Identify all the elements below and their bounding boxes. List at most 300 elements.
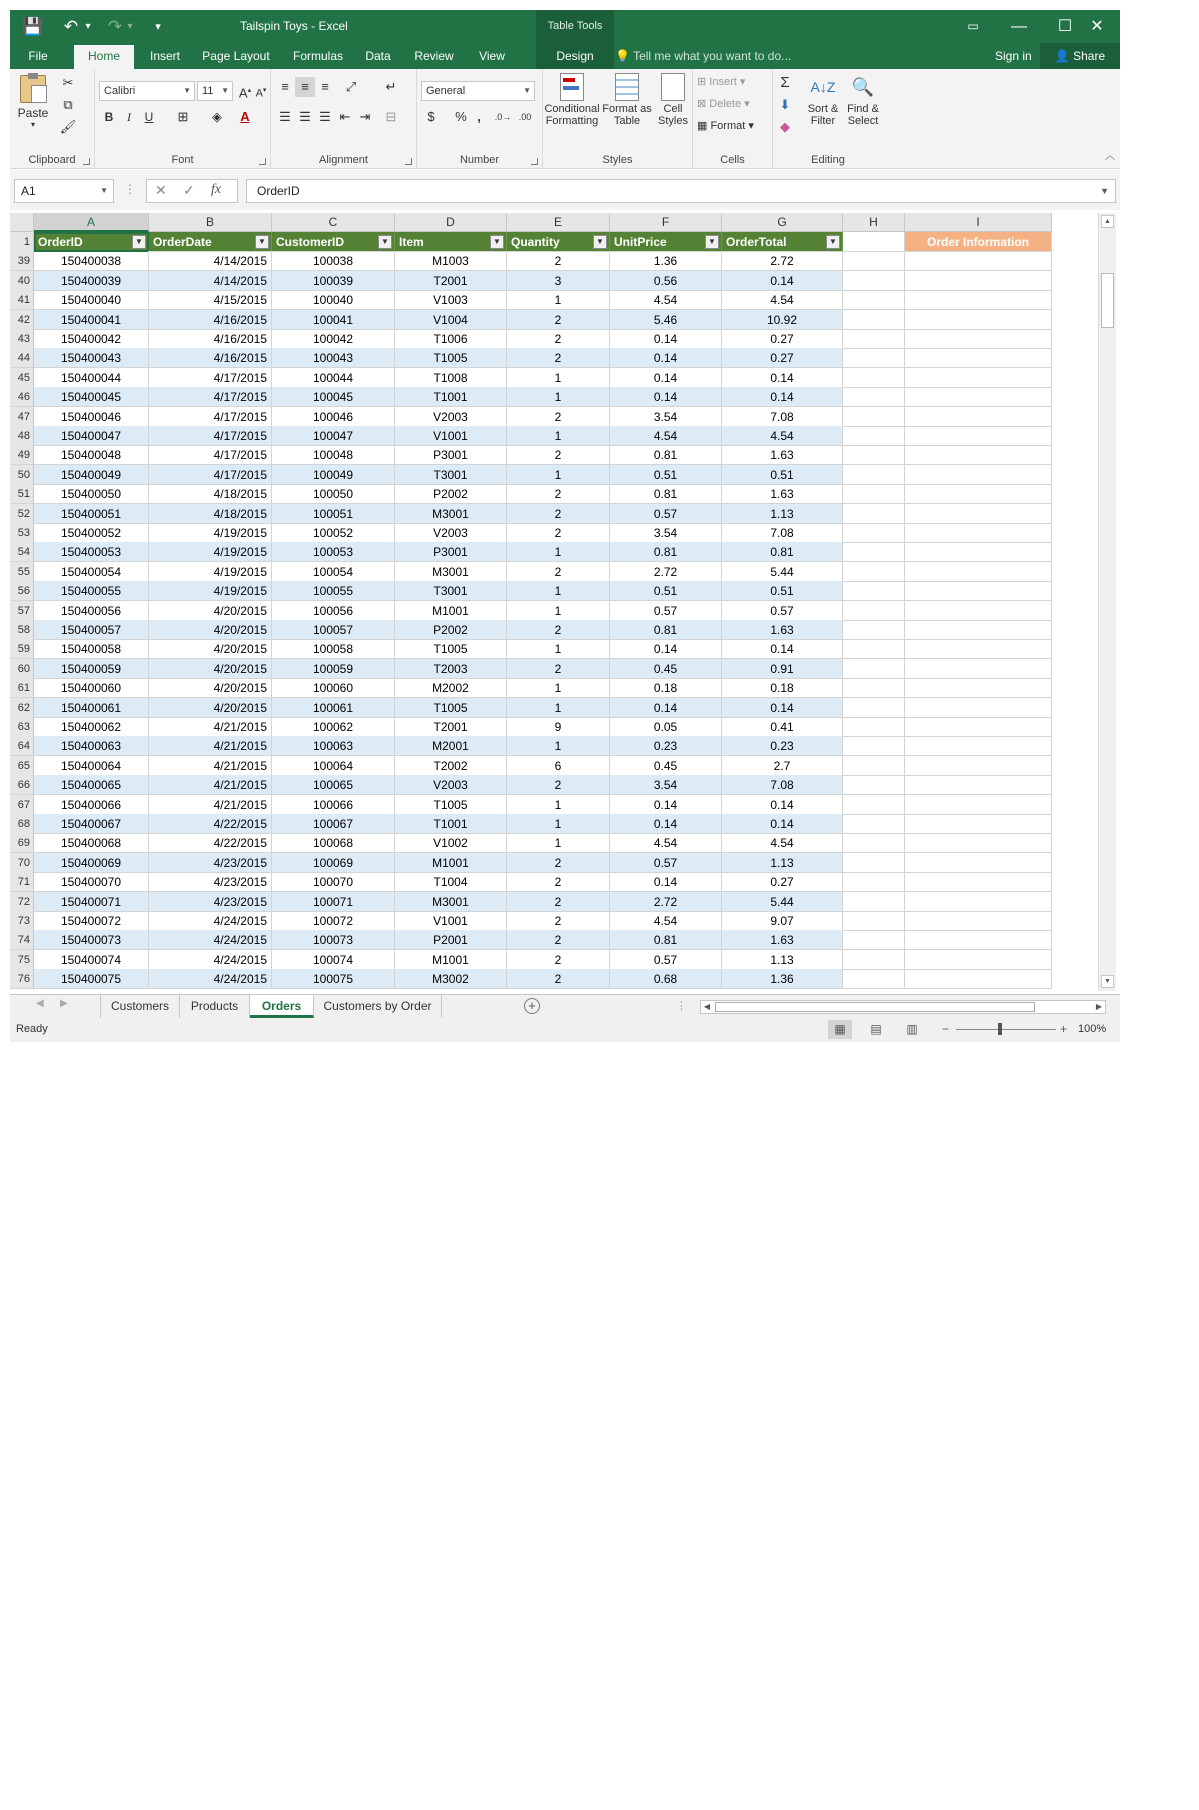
row-header[interactable]: 60 (10, 659, 34, 679)
cell-customerid[interactable]: 100075 (272, 969, 395, 989)
tab-page-layout[interactable]: Page Layout (202, 49, 270, 63)
cell-ordertotal[interactable]: 0.51 (722, 465, 843, 485)
column-header-c[interactable]: C (272, 213, 395, 232)
cell-item[interactable]: T3001 (395, 581, 507, 601)
cell-unitprice[interactable]: 0.23 (610, 736, 722, 756)
decrease-indent-icon[interactable]: ⇤ (339, 109, 351, 124)
cell-h[interactable] (843, 368, 905, 388)
cell-orderid[interactable]: 150400053 (34, 542, 149, 562)
cell-unitprice[interactable]: 0.14 (610, 698, 722, 718)
cell-quantity[interactable]: 2 (507, 775, 610, 795)
cell-orderid[interactable]: 150400056 (34, 601, 149, 621)
cell-item[interactable]: P2001 (395, 930, 507, 950)
autosum-icon[interactable]: Σ (780, 74, 790, 91)
cell-customerid[interactable]: 100062 (272, 717, 395, 737)
cell-orderdate[interactable]: 4/23/2015 (149, 853, 272, 873)
find-select-button[interactable] (843, 73, 883, 127)
row-header[interactable]: 59 (10, 639, 34, 659)
cell-h[interactable] (843, 756, 905, 776)
tab-insert[interactable]: Insert (149, 49, 180, 63)
cell-unitprice[interactable]: 0.14 (610, 387, 722, 407)
save-icon[interactable]: 💾 (22, 16, 44, 36)
cell-styles-button[interactable] (653, 73, 693, 127)
share-button[interactable] (1040, 43, 1120, 69)
cell-ordertotal[interactable]: 0.81 (722, 542, 843, 562)
cell-ordertotal[interactable]: 0.14 (722, 639, 843, 659)
cell-customerid[interactable]: 100069 (272, 853, 395, 873)
cell-item[interactable]: V2003 (395, 775, 507, 795)
cell-orderdate[interactable]: 4/18/2015 (149, 504, 272, 524)
cell-item[interactable]: M3002 (395, 969, 507, 989)
cell-orderid[interactable]: 150400044 (34, 368, 149, 388)
bottom-align-icon[interactable]: ≡ (321, 79, 329, 94)
cell-ordertotal[interactable]: 7.08 (722, 775, 843, 795)
cell-customerid[interactable]: 100074 (272, 950, 395, 970)
cell-quantity[interactable]: 2 (507, 969, 610, 989)
cell-customerid[interactable]: 100064 (272, 756, 395, 776)
cell-unitprice[interactable]: 2.72 (610, 562, 722, 582)
cell-orderdate[interactable]: 4/16/2015 (149, 310, 272, 330)
cell-item[interactable]: V1002 (395, 833, 507, 853)
cell-customerid[interactable]: 100045 (272, 387, 395, 407)
sort-filter-button[interactable] (803, 73, 843, 127)
cell-item[interactable]: V1004 (395, 310, 507, 330)
cell-item[interactable]: T1006 (395, 329, 507, 349)
cell-orderdate[interactable]: 4/14/2015 (149, 251, 272, 271)
cell-orderid[interactable]: 150400071 (34, 892, 149, 912)
cell-customerid[interactable]: 100050 (272, 484, 395, 504)
cell-ordertotal[interactable]: 0.14 (722, 368, 843, 388)
vertical-scrollbar[interactable] (1098, 213, 1116, 991)
cell-orderid[interactable]: 150400048 (34, 445, 149, 465)
row-header[interactable]: 48 (10, 426, 34, 446)
cell-unitprice[interactable]: 2.72 (610, 892, 722, 912)
cell-orderdate[interactable]: 4/23/2015 (149, 892, 272, 912)
cell-item[interactable]: T1005 (395, 639, 507, 659)
cell-customerid[interactable]: 100048 (272, 445, 395, 465)
cell-i[interactable] (905, 950, 1052, 970)
row-header[interactable]: 57 (10, 601, 34, 621)
cell-orderid[interactable]: 150400075 (34, 969, 149, 989)
cell-ordertotal[interactable]: 4.54 (722, 426, 843, 446)
filter-dropdown-icon[interactable]: ▼ (593, 235, 607, 249)
column-header-e[interactable]: E (507, 213, 610, 232)
cell-i[interactable] (905, 698, 1052, 718)
cell-quantity[interactable]: 1 (507, 678, 610, 698)
cell-item[interactable]: T2001 (395, 717, 507, 737)
row-header[interactable]: 58 (10, 620, 34, 640)
filter-dropdown-icon[interactable]: ▼ (826, 235, 840, 249)
cell-customerid[interactable]: 100066 (272, 795, 395, 815)
cell-customerid[interactable]: 100047 (272, 426, 395, 446)
row-header[interactable]: 64 (10, 736, 34, 756)
cell-unitprice[interactable]: 0.14 (610, 814, 722, 834)
cell-item[interactable]: V2003 (395, 407, 507, 427)
cell-item[interactable]: M1001 (395, 853, 507, 873)
cell-ordertotal[interactable]: 4.54 (722, 290, 843, 310)
cell-orderid[interactable]: 150400055 (34, 581, 149, 601)
header-cell-customerid[interactable] (272, 232, 395, 252)
cell-item[interactable]: T2002 (395, 756, 507, 776)
cell-customerid[interactable]: 100044 (272, 368, 395, 388)
tab-file[interactable]: File (28, 49, 48, 63)
header-cell-item[interactable] (395, 232, 507, 252)
cell-i[interactable] (905, 717, 1052, 737)
cell-h[interactable] (843, 348, 905, 368)
cell-customerid[interactable]: 100040 (272, 290, 395, 310)
cell-customerid[interactable]: 100071 (272, 892, 395, 912)
cell-customerid[interactable]: 100043 (272, 348, 395, 368)
cell-orderid[interactable]: 150400052 (34, 523, 149, 543)
cell-orderdate[interactable]: 4/24/2015 (149, 930, 272, 950)
cell-i[interactable] (905, 290, 1052, 310)
cell-quantity[interactable]: 2 (507, 892, 610, 912)
middle-align-icon[interactable]: ≡ (295, 77, 315, 97)
maximize-icon[interactable]: ☐ (1057, 18, 1073, 35)
next-sheet-icon[interactable]: ▶ (60, 998, 68, 1009)
column-header-g[interactable]: G (722, 213, 843, 232)
cell-h[interactable] (843, 407, 905, 427)
cell-ordertotal[interactable]: 0.27 (722, 872, 843, 892)
cell-unitprice[interactable]: 0.05 (610, 717, 722, 737)
order-information-cell[interactable]: Order Information (905, 232, 1052, 252)
sheet-tab-orders[interactable]: Orders (250, 995, 314, 1018)
cell-orderdate[interactable]: 4/23/2015 (149, 872, 272, 892)
cell-customerid[interactable]: 100049 (272, 465, 395, 485)
copy-icon[interactable]: ⧉ (63, 97, 73, 112)
cell-quantity[interactable]: 1 (507, 736, 610, 756)
cell-orderid[interactable]: 150400060 (34, 678, 149, 698)
cell-h[interactable] (843, 678, 905, 698)
cell-quantity[interactable]: 1 (507, 601, 610, 621)
cell-orderdate[interactable]: 4/21/2015 (149, 736, 272, 756)
cell-unitprice[interactable]: 0.57 (610, 853, 722, 873)
comma-button[interactable]: , (477, 109, 481, 124)
cell-orderdate[interactable]: 4/22/2015 (149, 814, 272, 834)
cell-item[interactable]: T1005 (395, 348, 507, 368)
cell-orderid[interactable]: 150400073 (34, 930, 149, 950)
cell-quantity[interactable]: 2 (507, 950, 610, 970)
cell-h[interactable] (843, 562, 905, 582)
cell-quantity[interactable]: 9 (507, 717, 610, 737)
cell-ordertotal[interactable]: 2.72 (722, 251, 843, 271)
redo-icon[interactable]: ↷ (107, 16, 123, 36)
cell-ordertotal[interactable]: 1.36 (722, 969, 843, 989)
cell-orderid[interactable]: 150400067 (34, 814, 149, 834)
horizontal-scrollbar[interactable] (700, 1000, 1106, 1014)
cell-orderid[interactable]: 150400059 (34, 659, 149, 679)
cell-orderid[interactable]: 150400045 (34, 387, 149, 407)
cell-i[interactable] (905, 620, 1052, 640)
cell-orderid[interactable]: 150400050 (34, 484, 149, 504)
row-header[interactable]: 46 (10, 387, 34, 407)
cell-quantity[interactable]: 2 (507, 562, 610, 582)
row-header[interactable]: 56 (10, 581, 34, 601)
cell-h[interactable] (843, 930, 905, 950)
cell-unitprice[interactable]: 0.14 (610, 795, 722, 815)
cell-ordertotal[interactable]: 2.7 (722, 756, 843, 776)
cell-quantity[interactable]: 1 (507, 426, 610, 446)
cell-customerid[interactable]: 100057 (272, 620, 395, 640)
cell-orderid[interactable]: 150400041 (34, 310, 149, 330)
font-name-dropdown[interactable]: Calibri ▼ (99, 81, 195, 101)
cell-customerid[interactable]: 100059 (272, 659, 395, 679)
cell-h[interactable] (843, 620, 905, 640)
paste-button[interactable]: Paste ▾ (16, 75, 50, 129)
cell-ordertotal[interactable]: 7.08 (722, 407, 843, 427)
cell-customerid[interactable]: 100051 (272, 504, 395, 524)
cell-ordertotal[interactable]: 0.23 (722, 736, 843, 756)
cell-quantity[interactable]: 1 (507, 542, 610, 562)
row-header[interactable]: 41 (10, 290, 34, 310)
filter-dropdown-icon[interactable]: ▼ (255, 235, 269, 249)
cell-orderid[interactable]: 150400062 (34, 717, 149, 737)
cell-orderid[interactable]: 150400038 (34, 251, 149, 271)
cell-unitprice[interactable]: 3.54 (610, 523, 722, 543)
cell-item[interactable]: V1001 (395, 911, 507, 931)
row-header[interactable]: 39 (10, 251, 34, 271)
cell-orderid[interactable]: 150400065 (34, 775, 149, 795)
row-header[interactable]: 53 (10, 523, 34, 543)
cell-i[interactable] (905, 426, 1052, 446)
row-header[interactable]: 55 (10, 562, 34, 582)
cell-item[interactable]: T1008 (395, 368, 507, 388)
cell-i[interactable] (905, 329, 1052, 349)
tab-data[interactable]: Data (365, 49, 391, 63)
cell-i[interactable] (905, 562, 1052, 582)
cell-unitprice[interactable]: 5.46 (610, 310, 722, 330)
cell-quantity[interactable]: 2 (507, 504, 610, 524)
row-header[interactable]: 75 (10, 950, 34, 970)
tab-formulas[interactable]: Formulas (292, 49, 343, 63)
cell-h[interactable] (843, 853, 905, 873)
cell-ordertotal[interactable]: 1.13 (722, 950, 843, 970)
cell-orderid[interactable]: 150400061 (34, 698, 149, 718)
cell-customerid[interactable]: 100041 (272, 310, 395, 330)
cell-i[interactable] (905, 911, 1052, 931)
cell-orderdate[interactable]: 4/14/2015 (149, 271, 272, 291)
cell-item[interactable]: T1005 (395, 795, 507, 815)
cell-orderid[interactable]: 150400043 (34, 348, 149, 368)
cell-item[interactable]: T3001 (395, 465, 507, 485)
tell-me-search[interactable] (615, 43, 791, 69)
cell-unitprice[interactable]: 0.14 (610, 639, 722, 659)
zoom-slider[interactable] (956, 1029, 1056, 1030)
cell-ordertotal[interactable]: 1.13 (722, 853, 843, 873)
undo-icon[interactable]: ↶ (63, 16, 79, 36)
cell-h[interactable] (843, 329, 905, 349)
cell-ordertotal[interactable]: 0.14 (722, 814, 843, 834)
zoom-level[interactable]: 100% (1078, 1023, 1107, 1035)
cell-customerid[interactable]: 100065 (272, 775, 395, 795)
row-header[interactable]: 63 (10, 717, 34, 737)
cell-i[interactable] (905, 271, 1052, 291)
cell-ordertotal[interactable]: 0.27 (722, 348, 843, 368)
cell-orderdate[interactable]: 4/17/2015 (149, 407, 272, 427)
insert-cells-button[interactable]: ⊞ Insert ▾ (697, 76, 746, 88)
cell-ordertotal[interactable]: 0.51 (722, 581, 843, 601)
row-header[interactable]: 45 (10, 368, 34, 388)
cell-quantity[interactable]: 1 (507, 795, 610, 815)
cell-h[interactable] (843, 271, 905, 291)
cell-i[interactable] (905, 601, 1052, 621)
currency-button[interactable]: $ (427, 109, 435, 124)
cell-orderdate[interactable]: 4/21/2015 (149, 775, 272, 795)
font-size-dropdown[interactable]: 11 ▼ (197, 81, 233, 101)
vertical-scroll-thumb[interactable] (1101, 273, 1114, 328)
row-header[interactable]: 74 (10, 930, 34, 950)
cell-ordertotal[interactable]: 0.14 (722, 271, 843, 291)
column-header-b[interactable]: B (149, 213, 272, 232)
cell-ordertotal[interactable]: 9.07 (722, 911, 843, 931)
cell-orderdate[interactable]: 4/21/2015 (149, 717, 272, 737)
cell-unitprice[interactable]: 0.45 (610, 659, 722, 679)
cell-item[interactable]: P3001 (395, 542, 507, 562)
cell-orderdate[interactable]: 4/17/2015 (149, 465, 272, 485)
cell-orderid[interactable]: 150400042 (34, 329, 149, 349)
cell-i[interactable] (905, 368, 1052, 388)
number-format-dropdown[interactable]: General ▼ (421, 81, 535, 101)
add-sheet-icon[interactable]: + (524, 998, 540, 1014)
cell-item[interactable]: M1001 (395, 601, 507, 621)
cell-i[interactable] (905, 775, 1052, 795)
cell-i[interactable] (905, 756, 1052, 776)
orientation-icon[interactable]: ⤢ (345, 79, 357, 94)
cell-quantity[interactable]: 1 (507, 387, 610, 407)
align-right-icon[interactable]: ☰ (319, 109, 331, 124)
cell-orderdate[interactable]: 4/17/2015 (149, 426, 272, 446)
cell-quantity[interactable]: 2 (507, 930, 610, 950)
cell-item[interactable]: T1004 (395, 872, 507, 892)
clipboard-launcher-icon[interactable] (83, 158, 90, 165)
cell-quantity[interactable]: 2 (507, 659, 610, 679)
worksheet-grid[interactable] (10, 213, 1120, 991)
cell-i[interactable] (905, 542, 1052, 562)
clear-icon[interactable]: ◆ (780, 119, 790, 134)
tab-review[interactable]: Review (414, 49, 454, 63)
cell-customerid[interactable]: 100072 (272, 911, 395, 931)
align-center-icon[interactable]: ☰ (299, 109, 311, 124)
cell-h[interactable] (843, 775, 905, 795)
cell-i[interactable] (905, 310, 1052, 330)
cell-h[interactable] (843, 445, 905, 465)
cell-ordertotal[interactable]: 5.44 (722, 892, 843, 912)
cell-h[interactable] (843, 717, 905, 737)
cell-unitprice[interactable]: 3.54 (610, 775, 722, 795)
cell-item[interactable]: T1001 (395, 387, 507, 407)
horizontal-scroll-thumb[interactable] (715, 1002, 1035, 1012)
cell-orderdate[interactable]: 4/20/2015 (149, 620, 272, 640)
fill-color-icon[interactable]: ◈ (212, 109, 222, 124)
cell-unitprice[interactable]: 1.36 (610, 251, 722, 271)
cell-orderid[interactable]: 150400040 (34, 290, 149, 310)
cell-i[interactable] (905, 833, 1052, 853)
cell-h[interactable] (843, 659, 905, 679)
cell-ordertotal[interactable]: 0.27 (722, 329, 843, 349)
delete-cells-button[interactable]: ⊠ Delete ▾ (697, 98, 750, 110)
cell-orderid[interactable]: 150400063 (34, 736, 149, 756)
cell-h[interactable] (843, 601, 905, 621)
cell-quantity[interactable]: 1 (507, 581, 610, 601)
cell-orderdate[interactable]: 4/20/2015 (149, 601, 272, 621)
row-header[interactable]: 43 (10, 329, 34, 349)
cell-i[interactable] (905, 795, 1052, 815)
sheet-tab-customers-by-order[interactable]: Customers by Order (314, 995, 442, 1018)
column-header-a[interactable]: A (34, 213, 149, 232)
cell-item[interactable]: T1001 (395, 814, 507, 834)
cell-quantity[interactable]: 1 (507, 698, 610, 718)
column-header-h[interactable]: H (843, 213, 905, 232)
cell-customerid[interactable]: 100039 (272, 271, 395, 291)
cell-item[interactable]: T2001 (395, 271, 507, 291)
cell-i[interactable] (905, 581, 1052, 601)
row-header[interactable]: 61 (10, 678, 34, 698)
cell-h[interactable] (843, 484, 905, 504)
cell-i[interactable] (905, 251, 1052, 271)
row-header[interactable]: 62 (10, 698, 34, 718)
cell-unitprice[interactable]: 0.14 (610, 329, 722, 349)
cell-orderid[interactable]: 150400046 (34, 407, 149, 427)
cell-ordertotal[interactable]: 0.14 (722, 795, 843, 815)
row-header[interactable]: 68 (10, 814, 34, 834)
header-cell-orderid[interactable] (34, 232, 149, 252)
align-left-icon[interactable]: ☰ (279, 109, 291, 124)
cell-orderdate[interactable]: 4/20/2015 (149, 698, 272, 718)
filter-dropdown-icon[interactable]: ▼ (132, 235, 146, 249)
row-header[interactable]: 44 (10, 348, 34, 368)
cell-i[interactable] (905, 639, 1052, 659)
cell-customerid[interactable]: 100056 (272, 601, 395, 621)
formula-input[interactable]: OrderID ▼ (246, 179, 1116, 203)
cell-i[interactable] (905, 892, 1052, 912)
column-header-i[interactable]: I (905, 213, 1052, 232)
minimize-icon[interactable]: — (1011, 18, 1027, 35)
cell-item[interactable]: P2002 (395, 484, 507, 504)
cell-unitprice[interactable]: 0.14 (610, 348, 722, 368)
cell-unitprice[interactable]: 0.51 (610, 581, 722, 601)
sign-in-link[interactable]: Sign in (995, 49, 1032, 63)
format-painter-icon[interactable]: 🖌 (59, 119, 77, 134)
cell-orderid[interactable]: 150400068 (34, 833, 149, 853)
cell-orderid[interactable]: 150400051 (34, 504, 149, 524)
cut-icon[interactable]: ✂ (62, 75, 74, 90)
wrap-text-icon[interactable]: ↵ (385, 79, 397, 94)
cell-item[interactable]: V2003 (395, 523, 507, 543)
cell-item[interactable]: M1001 (395, 950, 507, 970)
cell-customerid[interactable]: 100055 (272, 581, 395, 601)
cell-ordertotal[interactable]: 0.18 (722, 678, 843, 698)
cell-customerid[interactable]: 100067 (272, 814, 395, 834)
header-cell-unitprice[interactable] (610, 232, 722, 252)
cell-i[interactable] (905, 465, 1052, 485)
cell-ordertotal[interactable]: 7.08 (722, 523, 843, 543)
cell-orderdate[interactable]: 4/24/2015 (149, 950, 272, 970)
zoom-in-icon[interactable]: + (1060, 1022, 1068, 1036)
cell-orderdate[interactable]: 4/17/2015 (149, 368, 272, 388)
cell-h[interactable] (843, 950, 905, 970)
row-header[interactable]: 70 (10, 853, 34, 873)
cell-quantity[interactable]: 2 (507, 407, 610, 427)
cell-orderid[interactable]: 150400054 (34, 562, 149, 582)
cell-customerid[interactable]: 100070 (272, 872, 395, 892)
cell-i[interactable] (905, 523, 1052, 543)
cell-i[interactable] (905, 872, 1052, 892)
cell-quantity[interactable]: 2 (507, 445, 610, 465)
cell-customerid[interactable]: 100038 (272, 251, 395, 271)
cell-customerid[interactable]: 100068 (272, 833, 395, 853)
header-cell-ordertotal[interactable] (722, 232, 843, 252)
cell-orderdate[interactable]: 4/24/2015 (149, 969, 272, 989)
